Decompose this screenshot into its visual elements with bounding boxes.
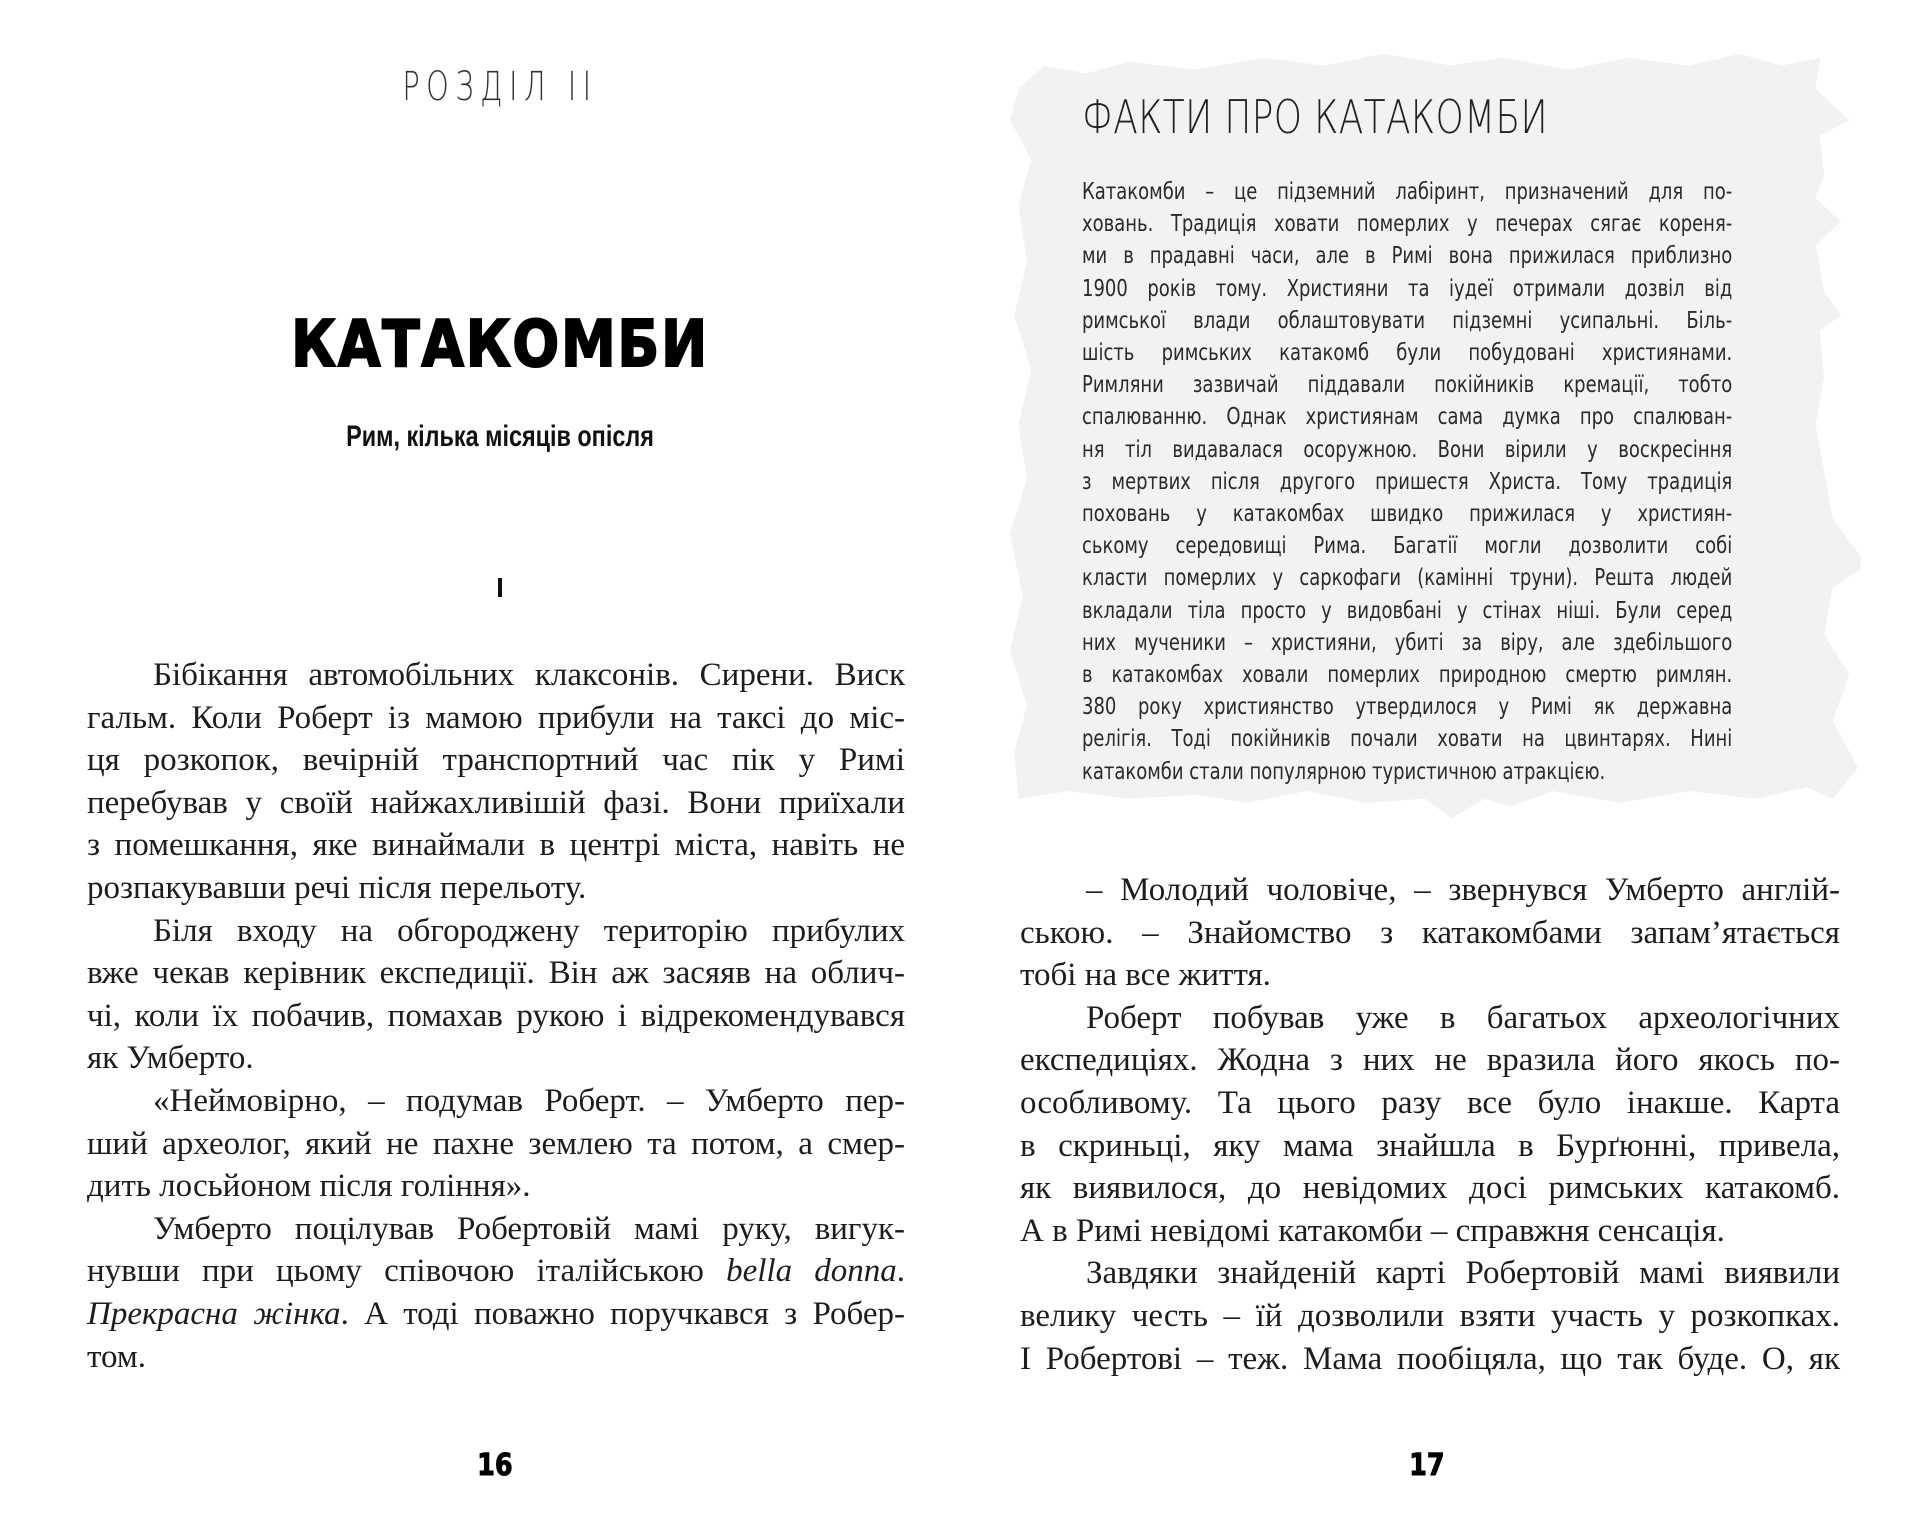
chapter-subtitle: Рим, кілька місяців опісля <box>346 420 654 453</box>
text-line: як виявилося, до невідомих досі римських катакомб. <box>1020 1170 1840 1207</box>
facts-text <box>1082 175 1732 787</box>
text-line: Бібікання автомобільних клаксонів. Сирени. Виск <box>153 657 905 693</box>
text-fragment: . <box>896 1253 905 1290</box>
text-line: ший археолог, який не пахне землею та потом, а смер- <box>87 1125 905 1162</box>
text-line: Роберт побував уже в багатьох археологічних <box>1086 999 1840 1036</box>
facts-line: з мертвих після другого пришестя Христа. Тому традиція <box>1082 466 1733 495</box>
text-line: експедиціях. Жодна з них не вразила його якось по- <box>1020 1042 1840 1079</box>
text-line: «Неймовірно, – подумав Роберт. – Умберто пер- <box>153 1082 905 1119</box>
text-line: з помешкання, яке винаймали в центрі міста, навіть не <box>87 827 905 864</box>
text-fragment: . А тоді поважно поручкався з Робер- <box>340 1295 905 1332</box>
facts-line: релігія. Тоді покійників почали ховати на цвинтарях. Нині <box>1082 724 1733 753</box>
text-line: дить лосьйоном після гоління». <box>87 1168 531 1205</box>
facts-line: Римляни зазвичай піддавали покійників кремації, тобто <box>1082 370 1733 399</box>
text-line: як Умберто. <box>87 1040 254 1077</box>
facts-line: вкладали тіла просто у видовбані у стінах ніші. Були серед <box>1082 595 1733 624</box>
text-line: Біля входу на обгороджену територію прибулих <box>153 912 905 949</box>
facts-line: в катакомбах ховали померлих природною смертю римлян. <box>1082 660 1733 689</box>
text-line: перебував у своїй найжахливішій фазі. Вони приїхали <box>87 784 905 821</box>
text-line: велику честь – їй дозволили взяти участь у розкопках. <box>1020 1297 1840 1334</box>
right-page <box>960 0 1920 1536</box>
facts-line: них мученики – християни, убиті за віру, але здебільшого <box>1082 627 1733 656</box>
facts-line: класти померлих у саркофаги (камінні труни). Решта людей <box>1082 563 1733 592</box>
facts-line: 380 року християнство утвердилося у Римі як державна <box>1082 692 1733 721</box>
text-line <box>87 1293 905 1336</box>
left-body-text <box>87 654 905 1378</box>
text-line: ця розкопок, вечірній транспортний час пік у Римі <box>87 742 905 779</box>
facts-line: ському середовищі Рима. Багатії могли дозволити собі <box>1082 531 1733 560</box>
page-number: 16 <box>477 1448 513 1483</box>
page-number: 17 <box>1409 1448 1445 1483</box>
text-line: А в Римі невідомі катакомби – справжня сенсація. <box>1020 1212 1725 1249</box>
facts-line: поховань у катакомбах швидко прижилася у християн- <box>1082 499 1733 528</box>
text-line: гальм. Коли Роберт із мамою прибули на таксі до міс- <box>87 699 905 736</box>
text-line: Умберто поцілував Робертовій мамі руку, вигук- <box>153 1210 905 1247</box>
text-line: тобі на все життя. <box>1020 957 1271 994</box>
text-line: том. <box>87 1338 146 1375</box>
section-label: РОЗДІЛ II <box>402 64 598 110</box>
chapter-title: КАТАКОМБИ <box>291 308 709 382</box>
facts-line: катакомби стали популярною туристичною атракцією. <box>1082 756 1606 785</box>
facts-line: римської влади облаштовувати підземні усипальні. Біль- <box>1082 305 1733 334</box>
italic-phrase: bella donna <box>726 1253 897 1290</box>
facts-line: Катакомби – це підземний лабіринт, призначений для по- <box>1082 177 1733 205</box>
text-line: – Молодий чоловіче, – звернувся Умберто англій- <box>1086 872 1840 908</box>
text-line: І Робертові – теж. Мама пообіцяла, що так буде. О, як <box>1020 1340 1840 1377</box>
text-line: вже чекав керівник експедиції. Він аж засяяв на облич- <box>87 955 905 992</box>
facts-line: шість римських катакомб були побудовані християнами. <box>1082 338 1733 367</box>
right-body-text <box>1020 869 1840 1380</box>
text-line <box>87 1250 905 1293</box>
text-line: чі, коли їх побачив, помахав рукою і відрекомендувався <box>87 997 905 1034</box>
text-line: Завдяки знайденій карті Робертовій мамі виявили <box>1086 1255 1840 1292</box>
text-line: ською. – Знайомство з катакомбами запам’ятається <box>1020 914 1840 951</box>
text-fragment: нувши при цьому співочою італійською <box>87 1253 727 1290</box>
text-line: розпакувавши речі після перельоту. <box>87 869 587 906</box>
text-line: в скриньці, яку мама знайшла в Бурґюнні, привела, <box>1020 1127 1840 1164</box>
facts-line: ми в прадавні часи, але в Римі вона прижилася приблизно <box>1082 241 1733 270</box>
part-number: I <box>496 572 504 603</box>
facts-title: ФАКТИ ПРО КАТАКОМБИ <box>1082 90 1548 144</box>
facts-line: ня тіл видавалася осоружною. Вони вірили у воскресіння <box>1082 434 1733 463</box>
text-line: особливому. Та цього разу все було інакше. Карта <box>1020 1084 1840 1121</box>
facts-line: спалюванню. Однак християнам сама думка про спалюван- <box>1082 402 1733 431</box>
italic-phrase: Прекрасна жінка <box>87 1295 341 1332</box>
facts-line: ховань. Традиція ховати померлих у печерах сягає кореня- <box>1082 209 1733 238</box>
facts-line: 1900 років тому. Християни та іудеї отримали дозвіл від <box>1082 273 1733 302</box>
